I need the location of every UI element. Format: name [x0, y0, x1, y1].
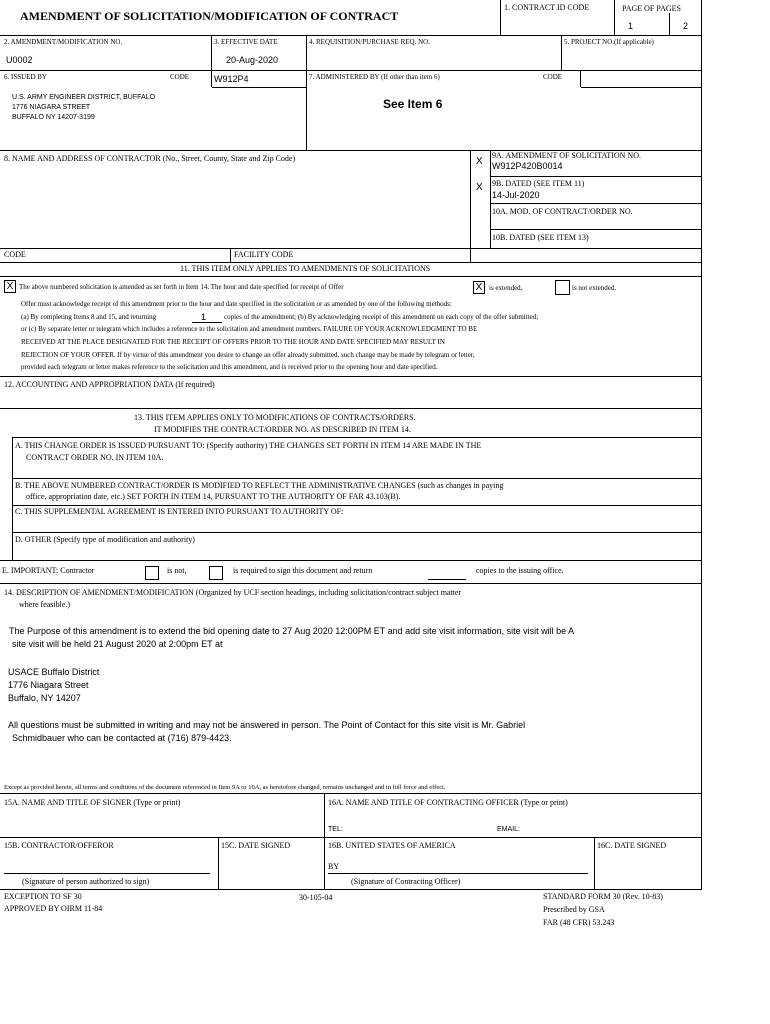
footer-standard-form: STANDARD FORM 30 (Rev. 10-83): [543, 892, 663, 901]
copies-returned: 1: [201, 312, 207, 322]
description-address-1: USACE Buffalo District: [8, 667, 100, 677]
by-label: BY: [328, 862, 340, 871]
option-a-line-1: A. THIS CHANGE ORDER IS ISSUED PURSUANT TO: (Specify authority) THE CHANGES SET FORTH IN ITEM 14 ARE MADE IN THE: [15, 441, 482, 450]
solicitation-no-value: W912P420B0014: [492, 161, 563, 171]
amendment-no-value: U0002: [6, 55, 33, 65]
is-not-extended-checkbox[interactable]: [555, 280, 570, 295]
tel-label: TEL:: [328, 826, 343, 833]
description-label-1: 14. DESCRIPTION OF AMENDMENT/MODIFICATION (Organized by UCF section headings, including solicitation/contract subject matter: [4, 588, 462, 597]
footer-far: FAR (48 CFR) 53.243: [543, 918, 615, 927]
description-label-2: where feasible.): [19, 600, 71, 609]
sec11-para-3: or (c) By separate letter or telegram which includes a reference to the solicitation and amendment numbers. FAILURE OF YOUR ACKNOWLEDGMENT TO BE: [21, 325, 478, 333]
dated-9b-value: 14-Jul-2020: [492, 190, 540, 200]
date-signed-16c-label: 16C. DATE SIGNED: [597, 841, 667, 850]
issued-by-address-2: 1776 NIAGARA STREET: [12, 104, 91, 111]
issued-by-address-1: U.S. ARMY ENGINEER DISTRICT, BUFFALO: [12, 94, 156, 101]
is-extended-checkbox[interactable]: X: [473, 281, 485, 294]
issued-by-label: 6. ISSUED BY: [4, 73, 47, 81]
is-required-label: is required to sign this document and return: [233, 566, 373, 575]
effective-date-value: 20-Aug-2020: [226, 55, 279, 65]
description-p1-line-2: site visit will be held 21 August 2020 at 2:00pm ET at: [12, 639, 223, 649]
issued-by-code: W912P4: [214, 74, 249, 84]
description-address-2: 1776 Niagara Street: [8, 680, 89, 690]
section-11-title: 11. THIS ITEM ONLY APPLIES TO AMENDMENTS OF SOLICITATIONS: [180, 264, 431, 273]
is-not-extended-label: is not extended.: [572, 284, 617, 292]
administered-by-code-label: CODE: [543, 73, 563, 81]
solicitation-amended-checkbox[interactable]: X: [4, 280, 16, 293]
administered-by-value: See Item 6: [383, 97, 443, 111]
important-label: E. IMPORTANT: Contractor: [2, 566, 95, 575]
is-not-checkbox[interactable]: [145, 566, 159, 580]
is-required-checkbox[interactable]: [209, 566, 223, 580]
is-not-label: is not,: [167, 566, 187, 575]
sec11-para-1: Offer must acknowledge receipt of this amendment prior to the hour and date specified in the solicitation or as amended by one of the following methods:: [21, 300, 452, 308]
page-number: 1: [628, 21, 634, 31]
mod-contract-label: 10A. MOD. OF CONTRACT/ORDER NO.: [492, 207, 633, 216]
footer-exception: EXCEPTION TO SF 30: [4, 892, 82, 901]
sec11-para-2b: copies of the amendment; (b) By acknowledging receipt of this amendment on each copy of the offer submitted;: [224, 313, 539, 321]
facility-code-label: FACILITY CODE: [234, 250, 294, 259]
solicitation-no-label: 9A. AMENDMENT OF SOLICITATION NO.: [492, 151, 641, 160]
signer-name-label: 15A. NAME AND TITLE OF SIGNER (Type or print): [4, 798, 181, 807]
code-label: CODE: [4, 250, 26, 259]
description-address-3: Buffalo, NY 14207: [8, 693, 81, 703]
option-a-line-2: CONTRACT ORDER NO. IN ITEM 10A.: [26, 453, 164, 462]
sec11-para-2a: (a) By completing Items 8 and 15, and returning: [21, 313, 157, 321]
description-p2-line-2: Schmidbauer who can be contacted at (716) 879-4423.: [12, 733, 232, 743]
footer-form-code: 30-105-04: [299, 893, 333, 902]
contractor-offeror-label: 15B. CONTRACTOR/OFFEROR: [4, 841, 114, 850]
contractor-signature-caption: (Signature of person authorized to sign): [22, 877, 150, 886]
effective-date-label: 3. EFFECTIVE DATE: [214, 38, 278, 46]
check-9a: X: [476, 156, 483, 167]
sec11-para-5: REJECTION OF YOUR OFFER. If by virtue of this amendment you desire to change an offer already submitted, such change may be made by telegram or letter,: [21, 351, 475, 359]
accounting-label: 12. ACCOUNTING AND APPROPRIATION DATA (If required): [4, 380, 215, 389]
amendment-no-label: 2. AMENDMENT/MODIFICATION NO.: [4, 38, 123, 46]
project-no-label: 5. PROJECT NO.(If applicable): [564, 38, 654, 46]
sec11-para-4: RECEIVED AT THE PLACE DESIGNATED FOR THE RECEIPT OF OFFERS PRIOR TO THE HOUR AND DATE SPECIFIED MAY RESULT IN: [21, 338, 445, 346]
page-of-pages-label: PAGE OF PAGES: [622, 4, 681, 13]
united-states-label: 16B. UNITED STATES OF AMERICA: [328, 841, 456, 850]
description-p2-line-1: All questions must be submitted in writing and may not be answered in person. The Point of Contact for this site visit is Mr. Gabriel: [8, 720, 526, 730]
section-13-title-1: 13. THIS ITEM APPLIES ONLY TO MODIFICATIONS OF CONTRACTS/ORDERS.: [134, 413, 416, 422]
check-9b: X: [476, 182, 483, 193]
solicitation-amended-text: The above numbered solicitation is amended as set forth in Item 14. The hour and date specified for receipt of Offer: [19, 283, 344, 291]
officer-signature-caption: (Signature of Contracting Officer): [351, 877, 461, 886]
sec11-para-6: provided each telegram or letter makes reference to the solicitation and this amendment, and is received prior to the opening hour and date specified.: [21, 363, 438, 371]
date-signed-15c-label: 15C. DATE SIGNED: [221, 841, 291, 850]
option-d: D. OTHER (Specify type of modification and authority): [15, 535, 195, 544]
is-extended-label: is extended,: [489, 284, 523, 292]
except-statement: Except as provided herein, all terms and conditions of the document referenced in Item 9A or 10A, as heretofore changed, remains unchanged and in full force and effect.: [4, 784, 446, 791]
copies-issuing-label: copies to the issuing office.: [476, 566, 564, 575]
option-b-line-1: B. THE ABOVE NUMBERED CONTRACT/ORDER IS MODIFIED TO REFLECT THE ADMINISTRATIVE CHANGES (such as changes in paying: [15, 481, 504, 490]
description-p1-line-1: The Purpose of this amendment is to extend the bid opening date to 27 Aug 2020 12:00PM ET and add site visit information, site visit will be A: [9, 626, 575, 636]
section-13-title-2: IT MODIFIES THE CONTRACT/ORDER NO. AS DESCRIBED IN ITEM 14.: [154, 425, 411, 434]
option-b-line-2: office, appropriation date, etc.) SET FORTH IN ITEM 14, PURSUANT TO THE AUTHORITY OF FAR 43.103(B).: [26, 492, 401, 501]
administered-by-label: 7. ADMINISTERED BY (If other than item 6): [309, 73, 440, 81]
issued-by-address-3: BUFFALO NY 14207-3199: [12, 114, 95, 121]
form-title: AMENDMENT OF SOLICITATION/MODIFICATION OF CONTRACT: [20, 9, 399, 23]
total-pages: 2: [683, 21, 689, 31]
footer-prescribed: Prescribed by GSA: [543, 905, 605, 914]
contract-id-label: 1. CONTRACT ID CODE: [504, 3, 590, 12]
contracting-officer-label: 16A. NAME AND TITLE OF CONTRACTING OFFICER (Type or print): [328, 798, 568, 807]
email-label: EMAIL:: [497, 826, 520, 833]
issued-by-code-label: CODE: [170, 73, 190, 81]
contractor-label: 8. NAME AND ADDRESS OF CONTRACTOR (No., Street, County, State and Zip Code): [4, 154, 296, 163]
footer-approved: APPROVED BY OIRM 11-84: [4, 904, 103, 913]
requisition-label: 4. REQUISITION/PURCHASE REQ. NO.: [309, 38, 430, 46]
dated-10b-label: 10B. DATED (SEE ITEM 13): [492, 233, 589, 242]
option-c: C. THIS SUPPLEMENTAL AGREEMENT IS ENTERED INTO PURSUANT TO AUTHORITY OF:: [15, 507, 344, 516]
dated-9b-label: 9B. DATED (SEE ITEM 11): [492, 179, 585, 188]
